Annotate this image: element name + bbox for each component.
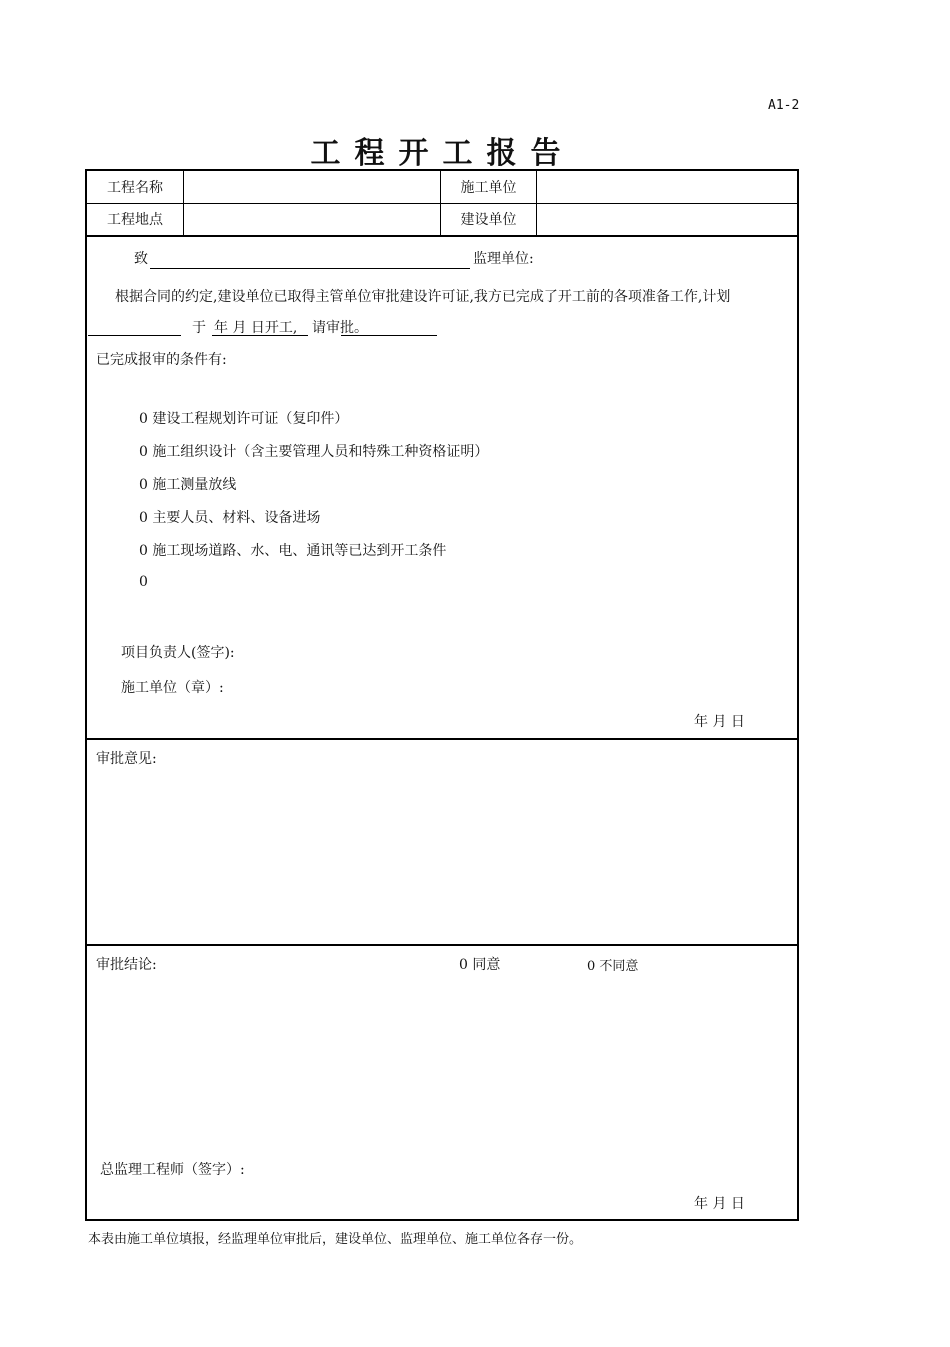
report-section-bottom-border: [87, 738, 797, 740]
form-code: A1-2: [768, 98, 800, 113]
report-date: 年 月 日: [694, 714, 745, 730]
plan-suffix: 请审批。: [312, 320, 368, 336]
pm-sign-label: 项目负责人(签字):: [121, 645, 235, 661]
condition-item[interactable]: 0 施工组织设计（含主要管理人员和特殊工种资格证明）: [139, 444, 489, 460]
plan-prefix: 于: [192, 320, 206, 336]
contractor-seal-label: 施工单位（章）:: [121, 680, 224, 696]
condition-item[interactable]: 0 施工测量放线: [139, 477, 237, 493]
approval-opinion-label: 审批意见:: [96, 751, 157, 767]
approval-conclusion-label: 审批结论:: [96, 957, 157, 973]
footnote: 本表由施工单位填报，经监理单位审批后，建设单位、监理单位、施工单位各存一份。: [88, 1232, 583, 1247]
header-bottom-border: [87, 235, 797, 237]
project-name-field[interactable]: [184, 173, 439, 201]
condition-item[interactable]: 0 施工现场道路、水、电、通讯等已达到开工条件: [139, 543, 447, 559]
plan-date-underline: [212, 335, 308, 336]
supervisor-name-underline[interactable]: [150, 268, 470, 269]
condition-item[interactable]: 0: [139, 574, 148, 590]
condition-item[interactable]: 0 主要人员、材料、设备进场: [139, 510, 321, 526]
approval-opinion-area[interactable]: [96, 772, 792, 940]
owner-label: 建设单位: [460, 212, 517, 228]
chief-engineer-sign-label: 总监理工程师（签字）:: [100, 1162, 245, 1178]
project-location-label: 工程地点: [107, 212, 163, 228]
contractor-field[interactable]: [537, 173, 795, 201]
plan-blank-underline[interactable]: [88, 335, 181, 336]
project-location-field[interactable]: [184, 205, 439, 233]
disagree-option[interactable]: 0 不同意: [587, 959, 639, 974]
agree-option[interactable]: 0 同意: [459, 957, 501, 973]
report-body-text: 根据合同的约定,建设单位已取得主管单位审批建设许可证,我方已完成了开工前的各项准备工作,计划: [115, 289, 731, 305]
approval-date: 年 月 日: [694, 1196, 745, 1212]
condition-item[interactable]: 0 建设工程规划许可证（复印件）: [139, 411, 349, 427]
contractor-label: 施工单位: [460, 180, 517, 196]
plan-suffix-underline: [341, 335, 437, 336]
opinion-section-bottom-border: [87, 944, 797, 946]
project-name-label: 工程名称: [107, 180, 163, 196]
page-title: 工程开工报告: [310, 136, 575, 171]
supervisor-label: 监理单位:: [473, 251, 534, 267]
owner-field[interactable]: [537, 205, 795, 233]
conditions-label: 已完成报审的条件有:: [96, 352, 227, 368]
header-row-divider: [87, 203, 797, 204]
plan-date: 年 月 日开工,: [214, 320, 298, 336]
to-label: 致: [134, 251, 148, 267]
